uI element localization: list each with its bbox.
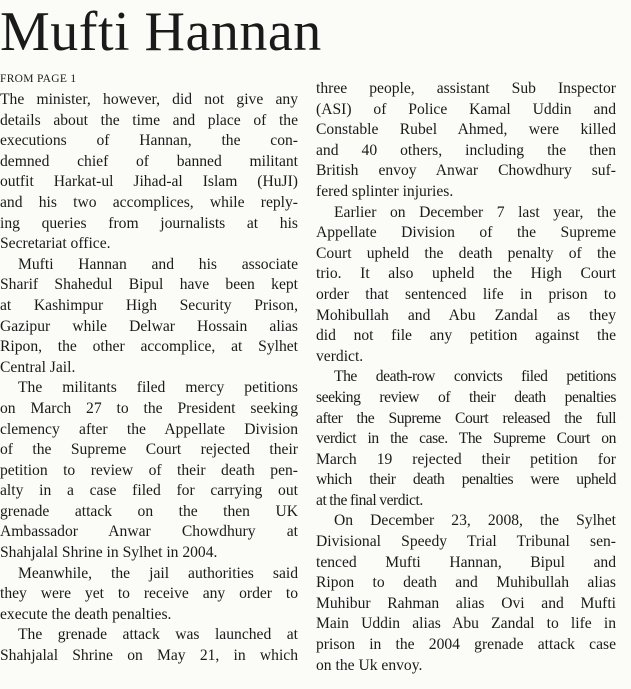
text-line: Meanwhile, the jail authorities said bbox=[18, 564, 298, 582]
text-line: clemency after the Appellate Division bbox=[0, 420, 298, 438]
text-line: verdict. bbox=[316, 347, 364, 365]
text-line: grenade attack on the then UK bbox=[0, 502, 298, 520]
text-line: Sharif Shahedul Bipul have been kept bbox=[0, 276, 298, 294]
text-line: Secretariat office. bbox=[0, 235, 111, 253]
text-line: Ripon, the other accomplice, at Sylhet bbox=[0, 338, 298, 356]
headline: Mufti Hannan bbox=[0, 1, 322, 63]
text-line: Main Uddin alias Abu Zandal to life in bbox=[316, 615, 616, 633]
text-line: seeking review of their death penalties bbox=[316, 388, 616, 406]
text-line: outfit Harkat-ul Jihad-al Islam (HuJI) bbox=[0, 173, 298, 191]
text-line: Constable Rubel Ahmed, were killed bbox=[316, 121, 616, 139]
text-line: at Kashimpur High Security Prison, bbox=[0, 296, 298, 314]
text-line: tenced Mufti Hannan, Bipul and bbox=[316, 553, 616, 571]
text-line: on March 27 to the President seeking bbox=[0, 399, 298, 417]
continuation-label: FROM PAGE 1 bbox=[0, 73, 77, 85]
text-line: trio. It also upheld the High Court bbox=[316, 265, 616, 283]
text-line: Ambassador Anwar Chowdhury at bbox=[0, 523, 298, 541]
text-line: Appellate Division of the Supreme bbox=[316, 224, 616, 242]
text-line: Earlier on December 7 last year, the bbox=[334, 203, 616, 221]
text-line: On December 23, 2008, the Sylhet bbox=[334, 512, 616, 530]
text-line: March 19 rejected their petition for bbox=[316, 450, 616, 468]
text-line: The minister, however, did not give any bbox=[0, 91, 298, 108]
text-line: Court upheld the death penalty of the bbox=[316, 244, 616, 262]
text-line: three people, assistant Sub Inspector bbox=[316, 80, 616, 97]
text-line: Muhibur Rahman alias Ovi and Mufti bbox=[316, 594, 616, 612]
text-line: Mohibullah and Abu Zandal as they bbox=[316, 306, 616, 324]
text-line: which their death penalties were upheld bbox=[316, 471, 616, 489]
text-line: and 40 others, including the then bbox=[316, 141, 616, 159]
text-line: Central Jail. bbox=[0, 358, 76, 376]
text-line: executions of Hannan, the con- bbox=[0, 132, 298, 150]
article-column-right bbox=[316, 79, 616, 676]
text-line: order that sentenced life in prison to bbox=[316, 285, 616, 303]
text-line: ing queries from journalists at his bbox=[0, 214, 298, 232]
text-line: at the final verdict. bbox=[316, 491, 423, 509]
text-line: did not file any petition against the bbox=[316, 327, 616, 345]
text-line: Shahjalal Shrine on May 21, in which bbox=[0, 647, 298, 665]
text-line: they were yet to receive any order to bbox=[0, 585, 298, 603]
text-line: Gazipur while Delwar Hossain alias bbox=[0, 317, 298, 335]
text-line: Ripon to death and Muhibullah alias bbox=[316, 574, 616, 592]
text-line: Shahjalal Shrine in Sylhet in 2004. bbox=[0, 544, 218, 562]
text-line: (ASI) of Police Kamal Uddin and bbox=[316, 100, 616, 118]
text-line: after the Supreme Court released the full bbox=[316, 409, 616, 427]
text-line: of the Supreme Court rejected their bbox=[0, 441, 298, 459]
text-line: details about the time and place of the bbox=[0, 111, 298, 129]
text-line: alty in a case filed for carrying out bbox=[0, 482, 298, 500]
text-line: and his two accomplices, while reply- bbox=[0, 193, 298, 211]
text-line: The death-row convicts filed petitions bbox=[334, 368, 616, 386]
text-line: petition to review of their death pen- bbox=[0, 461, 298, 479]
text-line: The militants filed mercy petitions bbox=[18, 379, 298, 397]
text-line: execute the death penalties. bbox=[0, 605, 172, 623]
text-line: British envoy Anwar Chowdhury suf- bbox=[316, 162, 616, 180]
text-line: verdict in the case. The Supreme Court on bbox=[316, 430, 616, 448]
text-line: The grenade attack was launched at bbox=[18, 626, 298, 644]
text-line: on the Uk envoy. bbox=[316, 656, 423, 674]
text-line: fered splinter injuries. bbox=[316, 182, 454, 200]
text-line: prison in the 2004 grenade attack case bbox=[316, 636, 616, 654]
article-column-left bbox=[0, 90, 298, 667]
text-line: Divisional Speedy Trial Tribunal sen- bbox=[316, 533, 616, 551]
text-line: Mufti Hannan and his associate bbox=[18, 255, 298, 273]
text-line: demned chief of banned militant bbox=[0, 152, 298, 170]
